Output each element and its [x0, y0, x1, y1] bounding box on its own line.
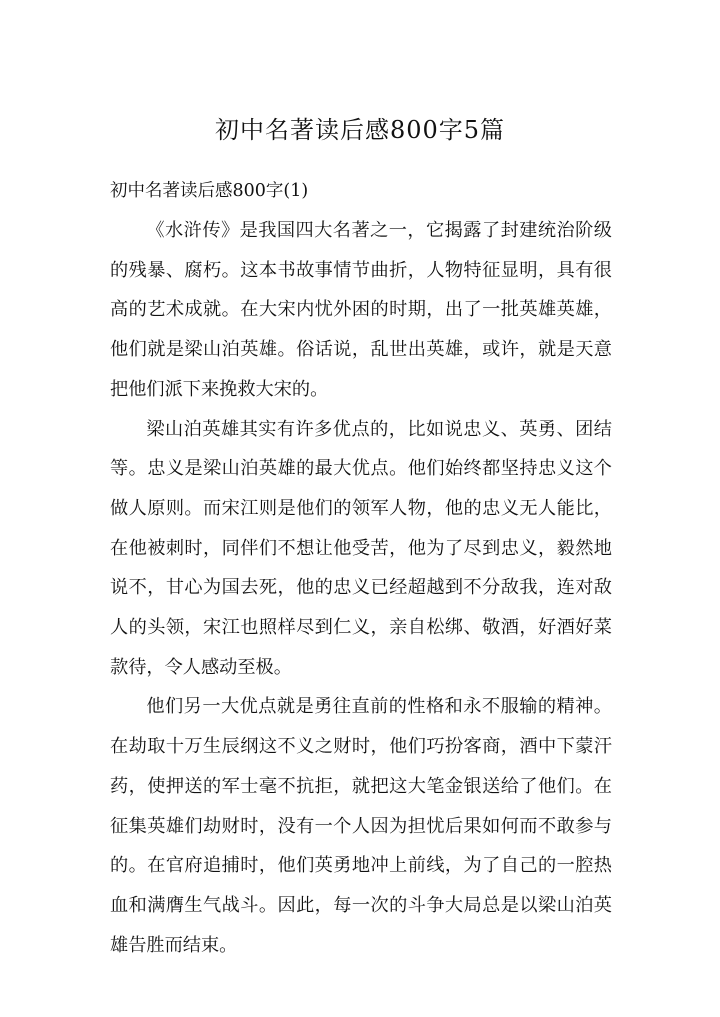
paragraph-3: 他们另一大优点就是勇往直前的性格和永不服输的精神。在劫取十万生辰纲这不义之财时，他们巧扮客商，酒中下蒙汗药，使押送的军士毫不抗拒，就把这大笔金银送给了他们。在征集英雄们劫财时，没有一个人因为担忧后果如何而不敢参与的。在官府追捕时，他们英勇地冲上前线，为了自己的一腔热血和满膺生气战斗。因此，每一次的斗争大局总是以梁山泊英雄告胜而结束。: [110, 696, 612, 956]
paragraph-1: 《水浒传》是我国四大名著之一，它揭露了封建统治阶级的残暴、腐朽。这本书故事情节曲折，人物特征显明，具有很高的艺术成就。在大宋内忧外困的时期，出了一批英雄英雄，他们就是梁山泊英雄。俗话说，乱世出英雄，或许，就是天意把他们派下来挽救大宋的。: [110, 220, 612, 400]
body-text: [110, 211, 612, 965]
paragraph-2: 梁山泊英雄其实有许多优点的，比如说忠义、英勇、团结等。忠义是梁山泊英雄的最大优点。他们始终都坚持忠义这个做人原则。而宋江则是他们的领军人物，他的忠义无人能比，在他被刺时，同伴们不想让他受苦，他为了尽到忠义，毅然地说不，甘心为国去死，他的忠义已经超越到不分敌我，连对敌人的头领，宋江也照样尽到仁义，亲自松绑、敬酒，好酒好菜款待，令人感动至极。: [110, 418, 612, 678]
section-heading: 初中名著读后感800字(1): [110, 181, 309, 201]
page-title: 初中名著读后感800字5篇: [214, 116, 506, 144]
